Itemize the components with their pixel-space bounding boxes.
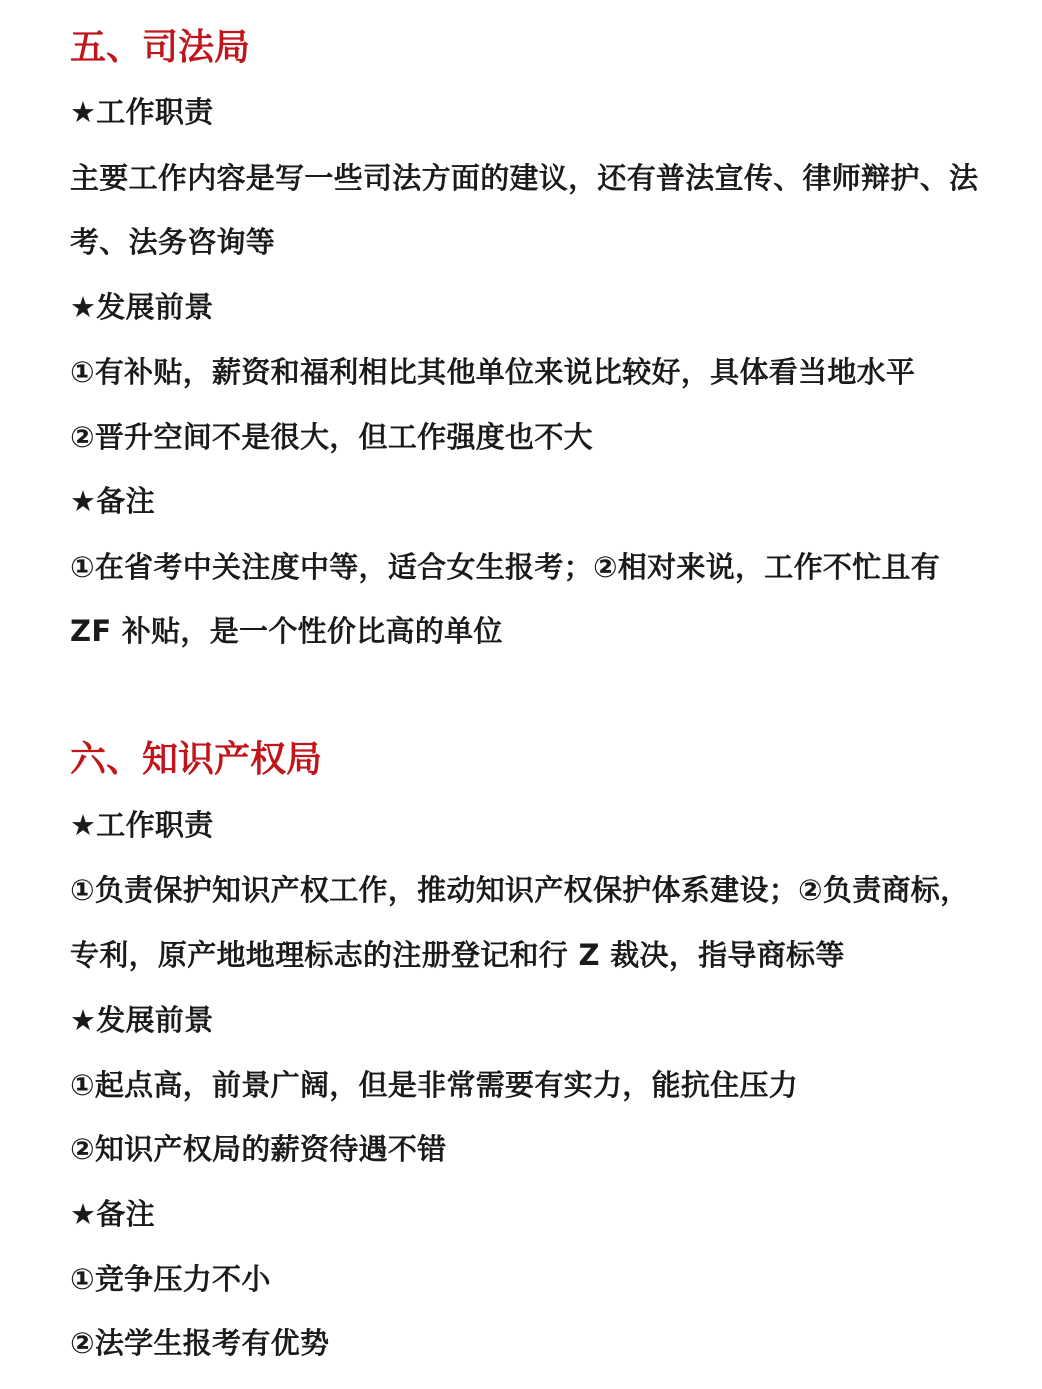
duty-text-line: 主要工作内容是写一些司法方面的建议，还有普法宣传、律师辩护、法 xyxy=(70,161,979,195)
note-item: ①竞争压力不小 xyxy=(70,1262,271,1296)
prospect-item: ①有补贴，薪资和福利相比其他单位来说比较好，具体看当地水平 xyxy=(70,355,916,389)
section-title-judicial-bureau: 五、司法局 xyxy=(70,27,251,68)
duty-heading: ★工作职责 xyxy=(70,95,214,129)
note-text-line: ①在省考中关注度中等，适合女生报考；②相对来说，工作不忙且有 xyxy=(70,550,941,584)
section-title-ip-bureau: 六、知识产权局 xyxy=(70,739,323,780)
prospect-heading: ★发展前景 xyxy=(70,1003,214,1037)
note-heading: ★备注 xyxy=(70,1197,155,1231)
prospect-item: ②晋升空间不是很大，但工作强度也不大 xyxy=(70,420,593,454)
duty-heading: ★工作职责 xyxy=(70,808,214,842)
duty-text-line: 考、法务咨询等 xyxy=(70,225,276,259)
prospect-heading: ★发展前景 xyxy=(70,290,214,324)
prospect-item: ①起点高，前景广阔，但是非常需要有实力，能抗住压力 xyxy=(70,1068,799,1102)
prospect-item: ②知识产权局的薪资待遇不错 xyxy=(70,1132,447,1166)
note-heading: ★备注 xyxy=(70,484,155,518)
note-text-line: ZF 补贴，是一个性价比高的单位 xyxy=(70,614,503,648)
duty-text-line: ①负责保护知识产权工作，推动知识产权保护体系建设；②负责商标， xyxy=(70,873,970,907)
note-item: ②法学生报考有优势 xyxy=(70,1326,330,1360)
duty-text-line: 专利，原产地地理标志的注册登记和行 Z 裁决，指导商标等 xyxy=(70,938,845,972)
